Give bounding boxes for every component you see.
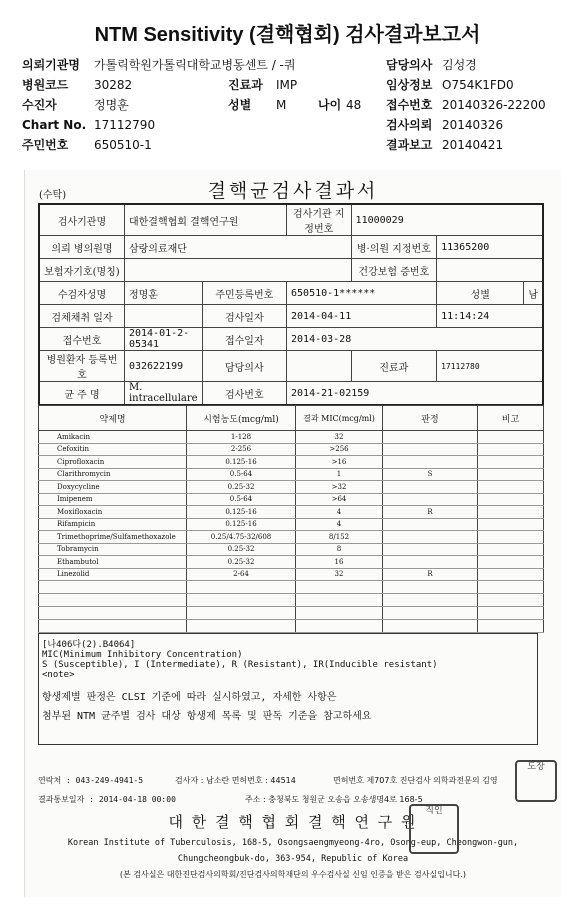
empty-cell bbox=[39, 620, 187, 633]
footer-address-en: Korean Institute of Tuberculosis, 168-5, Osongsaengmyeong-4ro, Osong-eup, Cheongwon-gun, bbox=[67, 838, 519, 848]
info-label: 성별 bbox=[437, 282, 524, 305]
susceptibility-table bbox=[38, 405, 544, 633]
info-value bbox=[124, 305, 202, 328]
drug-mic: >16 bbox=[296, 456, 383, 469]
report-date-label: 결과보고 bbox=[386, 138, 433, 152]
notes-line: <note> bbox=[42, 670, 75, 680]
seal-stamp: 도장 bbox=[515, 760, 557, 802]
header-right bbox=[386, 55, 546, 155]
empty-cell bbox=[39, 581, 187, 594]
empty-cell bbox=[39, 594, 187, 607]
drug-range: 0.125-16 bbox=[187, 456, 296, 469]
info-value bbox=[287, 351, 352, 382]
info-label: 접수일자 bbox=[202, 328, 286, 351]
drug-remark bbox=[478, 431, 544, 444]
drug-name: Linezolid bbox=[39, 568, 187, 581]
drug-range: 0.5-64 bbox=[187, 493, 296, 506]
footer-cert: 면허번호 제707호 진단검사 의학과전문의 김영 bbox=[333, 776, 498, 785]
table-row bbox=[39, 594, 544, 607]
info-label: 균 주 명 bbox=[39, 382, 124, 406]
empty-cell bbox=[478, 581, 544, 594]
drug-name: Tobramycin bbox=[39, 543, 187, 556]
info-label: 진료과 bbox=[351, 351, 437, 382]
drug-remark bbox=[478, 456, 544, 469]
drug-interpretation bbox=[383, 443, 478, 456]
notes-line: MIC(Minimum Inhibitory Concentration) bbox=[42, 650, 243, 660]
column-header: 약제명 bbox=[39, 406, 187, 431]
table-row bbox=[39, 493, 544, 506]
notes-line: 항생제별 판정은 CLSI 기준에 따라 실시하였고, 자세한 사항은 bbox=[42, 692, 337, 703]
info-value: 17112780 bbox=[437, 351, 543, 382]
doctor-label: 담당의사 bbox=[386, 58, 433, 72]
info-label: 의뢰 병의원명 bbox=[39, 236, 124, 259]
column-header: 비고 bbox=[478, 406, 544, 431]
drug-remark bbox=[478, 506, 544, 519]
drug-mic: 32 bbox=[296, 431, 383, 444]
drug-range: 0.125-16 bbox=[187, 518, 296, 531]
sex-value: M bbox=[276, 98, 287, 112]
drug-interpretation: S bbox=[383, 468, 478, 481]
drug-remark bbox=[478, 493, 544, 506]
drug-name: Amikacin bbox=[39, 431, 187, 444]
table-row bbox=[39, 620, 544, 633]
drug-interpretation bbox=[383, 431, 478, 444]
drug-range: 0.5-64 bbox=[187, 468, 296, 481]
doctor-value: 김성경 bbox=[442, 58, 477, 72]
report-date-value: 20140421 bbox=[442, 138, 504, 152]
table-row bbox=[39, 468, 544, 481]
drug-interpretation: R bbox=[383, 568, 478, 581]
page-title: NTM Sensitivity (결핵협회) 검사결과보고서 bbox=[94, 24, 481, 46]
drug-interpretation: R bbox=[383, 506, 478, 519]
drug-mic: 1 bbox=[296, 468, 383, 481]
drug-range: 0.25-32 bbox=[187, 543, 296, 556]
empty-cell bbox=[383, 620, 478, 633]
accession-label: 접수번호 bbox=[386, 98, 433, 112]
table-row bbox=[39, 431, 544, 444]
patient-value: 정명훈 bbox=[94, 98, 129, 112]
rrn-label: 주민번호 bbox=[22, 138, 69, 152]
notes-line: S (Susceptible), I (Intermediate), R (Resistant), IR(Inducible resistant) bbox=[42, 660, 438, 670]
requester-label: 의뢰기관명 bbox=[22, 58, 80, 72]
info-label: 병·의원 지정번호 bbox=[351, 236, 437, 259]
info-label: 검체채취 일자 bbox=[39, 305, 124, 328]
notes-box bbox=[38, 633, 538, 745]
empty-cell bbox=[187, 620, 296, 633]
drug-mic: 8 bbox=[296, 543, 383, 556]
info-label: 검사기관명 bbox=[39, 204, 124, 236]
column-header: 시험농도(mcg/ml) bbox=[187, 406, 296, 431]
drug-name: Cefoxitin bbox=[39, 443, 187, 456]
info-label: 수검자성명 bbox=[39, 282, 124, 305]
patient-label: 수진자 bbox=[22, 98, 57, 112]
request-date-value: 20140326 bbox=[442, 118, 504, 132]
info-value: 2014-01-2-05341 bbox=[124, 328, 202, 351]
table-row bbox=[39, 607, 544, 620]
rrn-value: 650510-1 bbox=[94, 138, 152, 152]
column-header: 판정 bbox=[383, 406, 478, 431]
empty-cell bbox=[383, 594, 478, 607]
empty-cell bbox=[478, 620, 544, 633]
drug-mic: >32 bbox=[296, 481, 383, 494]
table-row bbox=[39, 581, 544, 594]
info-label: 검사기관 지정번호 bbox=[287, 204, 352, 236]
clinical-info-value: O754K1FD0 bbox=[442, 78, 514, 92]
drug-remark bbox=[478, 531, 544, 544]
drug-interpretation bbox=[383, 481, 478, 494]
drug-mic: 16 bbox=[296, 556, 383, 569]
drug-remark bbox=[478, 443, 544, 456]
info-value: 11000029 bbox=[351, 204, 543, 236]
info-value: 2014-04-11 bbox=[287, 305, 437, 328]
drug-remark bbox=[478, 556, 544, 569]
drug-interpretation bbox=[383, 556, 478, 569]
info-label: 건강보험 증번호 bbox=[351, 259, 437, 282]
info-label: 검사일자 bbox=[202, 305, 286, 328]
empty-cell bbox=[187, 607, 296, 620]
chart-no-label: Chart No. bbox=[22, 118, 87, 132]
info-label: 접수번호 bbox=[39, 328, 124, 351]
requester-value: 가톨릭학원가톨릭대학교병동센트 / -쿼 bbox=[94, 58, 296, 72]
drug-interpretation bbox=[383, 543, 478, 556]
scanned-report bbox=[24, 170, 561, 897]
age-label: 나이 bbox=[318, 98, 342, 112]
drug-remark bbox=[478, 568, 544, 581]
column-header: 결과 MIC(mcg/ml) bbox=[296, 406, 383, 431]
age-value: 48 bbox=[346, 98, 362, 112]
clinical-info-label: 임상정보 bbox=[386, 78, 433, 92]
empty-cell bbox=[383, 607, 478, 620]
info-label: 주민등록번호 bbox=[202, 282, 286, 305]
drug-range: 0.25-32 bbox=[187, 481, 296, 494]
footer-address-kr: 주소 : 충청북도 청원군 오송읍 오송생명4로 168-5 bbox=[245, 795, 423, 804]
hospital-code-value: 30282 bbox=[94, 78, 133, 92]
drug-name: Moxifloxacin bbox=[39, 506, 187, 519]
drug-range: 0.25/4.75-32/608 bbox=[187, 531, 296, 544]
drug-interpretation bbox=[383, 456, 478, 469]
drug-remark bbox=[478, 468, 544, 481]
report-title: 결핵균검사결과서 bbox=[207, 180, 379, 202]
info-value: 대한결핵협회 결핵연구원 bbox=[124, 204, 286, 236]
info-value: 11365200 bbox=[437, 236, 543, 259]
drug-remark bbox=[478, 518, 544, 531]
info-value bbox=[124, 259, 351, 282]
footer-phone: 연락처 : 043-249-4941-5 bbox=[38, 776, 144, 785]
drug-interpretation bbox=[383, 493, 478, 506]
table-row bbox=[39, 531, 544, 544]
drug-range: 2-256 bbox=[187, 443, 296, 456]
empty-cell bbox=[39, 607, 187, 620]
drug-name: Clarithromycin bbox=[39, 468, 187, 481]
drug-mic: 4 bbox=[296, 506, 383, 519]
info-value: 남 bbox=[524, 282, 543, 305]
drug-name: Imipenem bbox=[39, 493, 187, 506]
empty-cell bbox=[296, 620, 383, 633]
table-row bbox=[39, 556, 544, 569]
dept-label: 진료과 bbox=[228, 78, 263, 92]
report-tag: (수탁) bbox=[39, 190, 67, 201]
drug-interpretation bbox=[383, 531, 478, 544]
drug-mic: 4 bbox=[296, 518, 383, 531]
table-row bbox=[39, 518, 544, 531]
empty-cell bbox=[383, 581, 478, 594]
empty-cell bbox=[296, 581, 383, 594]
table-row bbox=[39, 568, 544, 581]
drug-range: 2-64 bbox=[187, 568, 296, 581]
drug-range: 0.25-32 bbox=[187, 556, 296, 569]
info-label: 담당의사 bbox=[202, 351, 286, 382]
notes-line: [나406다(2).B4064] bbox=[42, 640, 136, 650]
chart-no-value: 17112790 bbox=[94, 118, 156, 132]
info-label: 보험자기호(명칭) bbox=[39, 259, 124, 282]
drug-name: Ciprofloxacin bbox=[39, 456, 187, 469]
info-value: 650510-1****** bbox=[287, 282, 437, 305]
info-label: 병원환자 등록번호 bbox=[39, 351, 124, 382]
footer-report-date: 결과통보일자 : 2014-04-18 00:00 bbox=[38, 795, 176, 804]
info-value: 11:14:24 bbox=[437, 305, 543, 328]
report-info-table bbox=[38, 203, 544, 406]
info-value: 삼랑의료재단 bbox=[124, 236, 351, 259]
drug-remark bbox=[478, 543, 544, 556]
footer-address-en: Chungcheongbuk-do, 363-954, Republic of Korea bbox=[177, 854, 409, 864]
drug-name: Trimethoprime/Sulfamethoxazole bbox=[39, 531, 187, 544]
drug-range: 1-128 bbox=[187, 431, 296, 444]
drug-remark bbox=[478, 481, 544, 494]
drug-mic: 32 bbox=[296, 568, 383, 581]
footer-org-name: 대 한 결 핵 협 회 결 핵 연 구 원 bbox=[168, 813, 418, 831]
empty-cell bbox=[187, 581, 296, 594]
header-mid bbox=[228, 75, 361, 115]
info-value: 2014-21-02159 bbox=[287, 382, 543, 406]
drug-mic: >64 bbox=[296, 493, 383, 506]
info-label: 검사번호 bbox=[202, 382, 286, 406]
accession-value: 20140326-22200 bbox=[442, 98, 546, 112]
drug-mic: >256 bbox=[296, 443, 383, 456]
empty-cell bbox=[478, 594, 544, 607]
footer-disclaimer: (본 검사실은 대한진단검사의학회/진단검사의학재단의 우수검사실 신임 인증을 받은 검사실입니다.) bbox=[119, 870, 467, 879]
drug-range: 0.125-16 bbox=[187, 506, 296, 519]
request-date-label: 검사의뢰 bbox=[386, 118, 433, 132]
seal-stamp: 직인 bbox=[409, 804, 459, 854]
empty-cell bbox=[478, 607, 544, 620]
table-row bbox=[39, 543, 544, 556]
drug-name: Doxycycline bbox=[39, 481, 187, 494]
dept-value: IMP bbox=[276, 78, 298, 92]
info-value: M. intracellulare bbox=[124, 382, 202, 406]
hospital-code-label: 병원코드 bbox=[22, 78, 69, 92]
empty-cell bbox=[187, 594, 296, 607]
info-value: 2014-03-28 bbox=[287, 328, 543, 351]
info-value: 032622199 bbox=[124, 351, 202, 382]
notes-line: 첨부된 NTM 균주별 검사 대상 항생제 목록 및 판독 기준을 참고하세요 bbox=[42, 711, 372, 722]
table-row bbox=[39, 481, 544, 494]
drug-interpretation bbox=[383, 518, 478, 531]
table-row bbox=[39, 443, 544, 456]
info-value: 정명훈 bbox=[124, 282, 202, 305]
drug-name: Rifampicin bbox=[39, 518, 187, 531]
sex-label: 성별 bbox=[228, 98, 252, 112]
footer-tester: 검사자 : 남소란 면허번호 : 44514 bbox=[175, 776, 296, 785]
info-value bbox=[437, 259, 543, 282]
empty-cell bbox=[296, 607, 383, 620]
drug-name: Ethambutol bbox=[39, 556, 187, 569]
empty-cell bbox=[296, 594, 383, 607]
table-row bbox=[39, 456, 544, 469]
table-row bbox=[39, 506, 544, 519]
drug-mic: 8/152 bbox=[296, 531, 383, 544]
